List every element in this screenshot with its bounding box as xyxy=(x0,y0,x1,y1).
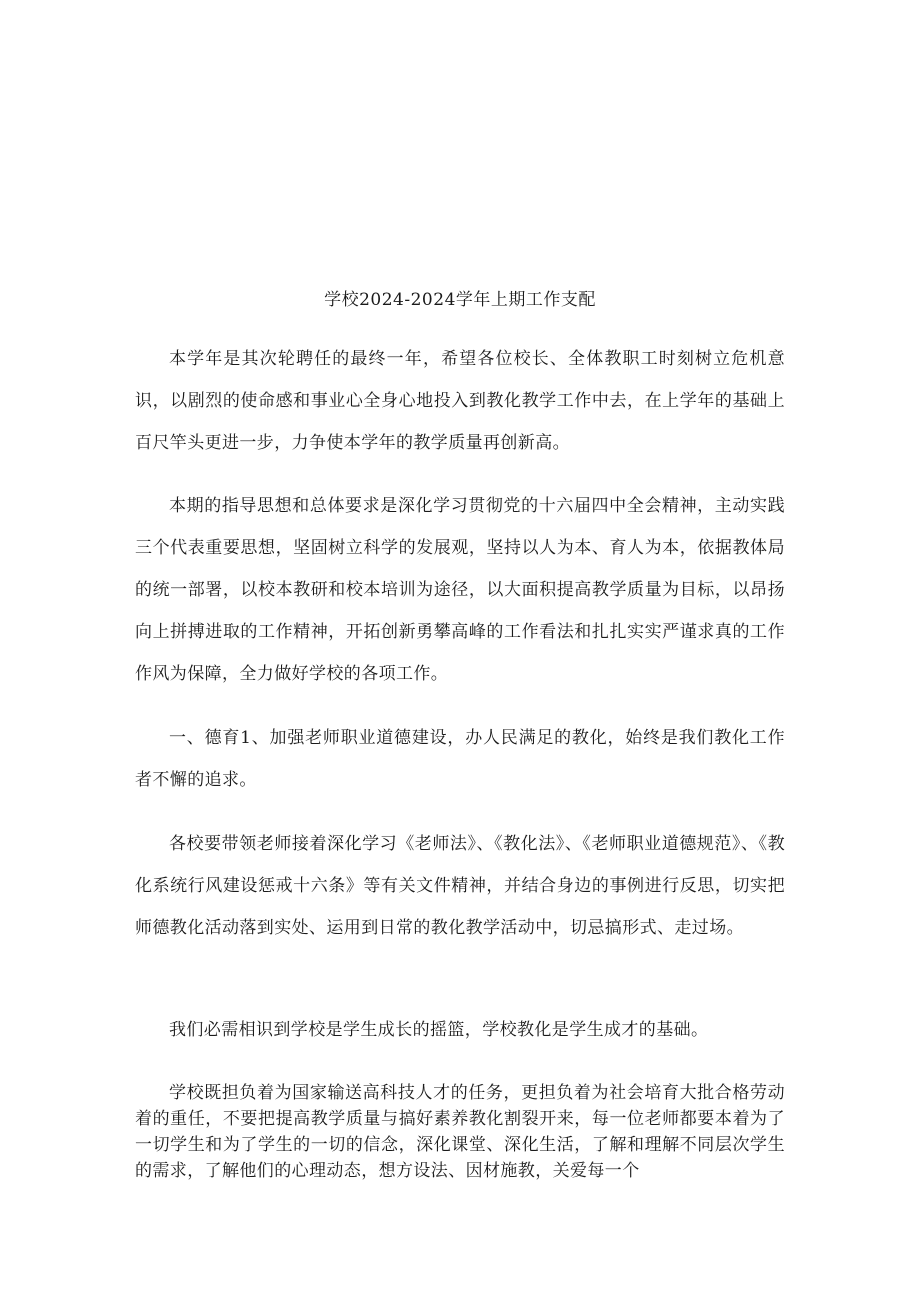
paragraph-moral-education: 一、德育1、加强老师职业道德建设，办人民满足的教化，始终是我们教化工作者不懈的追求。 xyxy=(135,728,785,790)
paragraph-intro: 本学年是其次轮聘任的最终一年，希望各位校长、全体教职工时刻树立危机意识，以剧烈的使命感和事业心全身心地投入到教化教学工作中去，在上学年的基础上百尺竿头更进一步，力争使本学年的教学质量再创新高。 xyxy=(135,349,785,453)
paragraph-school-responsibility: 学校既担负着为国家输送高科技人才的任务，更担负着为社会培育大批合格劳动着的重任，不要把提高教学质量与搞好素养教化割裂开来，每一位老师都要本着为了一切学生和为了学生的一切的信念，深化课堂、深化生活，了解和理解不同层次学生的需求，了解他们的心理动态，想方设法、因材施教，关爱每一个 xyxy=(135,1083,785,1181)
paragraph-study-laws: 各校要带领老师接着深化学习《老师法》、《教化法》、《老师职业道德规范》、《教化系统行风建设惩戒十六条》等有关文件精神，并结合身边的事例进行反思，切实把师德教化活动落到实处、运用到日常的教化教学活动中，切忌搞形式、走过场。 xyxy=(135,834,785,938)
document-title: 学校2024-2024学年上期工作支配 xyxy=(324,290,596,310)
paragraph-guiding-principles: 本期的指导思想和总体要求是深化学习贯彻党的十六届四中全会精神，主动实践三个代表重要思想，坚固树立科学的发展观，坚持以人为本、育人为本，依据教体局的统一部署，以校本教研和校本培训为途径，以大面积提高教学质量为目标，以昂扬向上拼搏进取的工作精神，开拓创新勇攀高峰的工作看法和扎扎实实严谨求真的工作作风为保障，全力做好学校的各项工作。 xyxy=(135,496,785,684)
paragraph-school-cradle: 我们必需相识到学校是学生成长的摇篮，学校教化是学生成才的基础。 xyxy=(169,1020,709,1040)
